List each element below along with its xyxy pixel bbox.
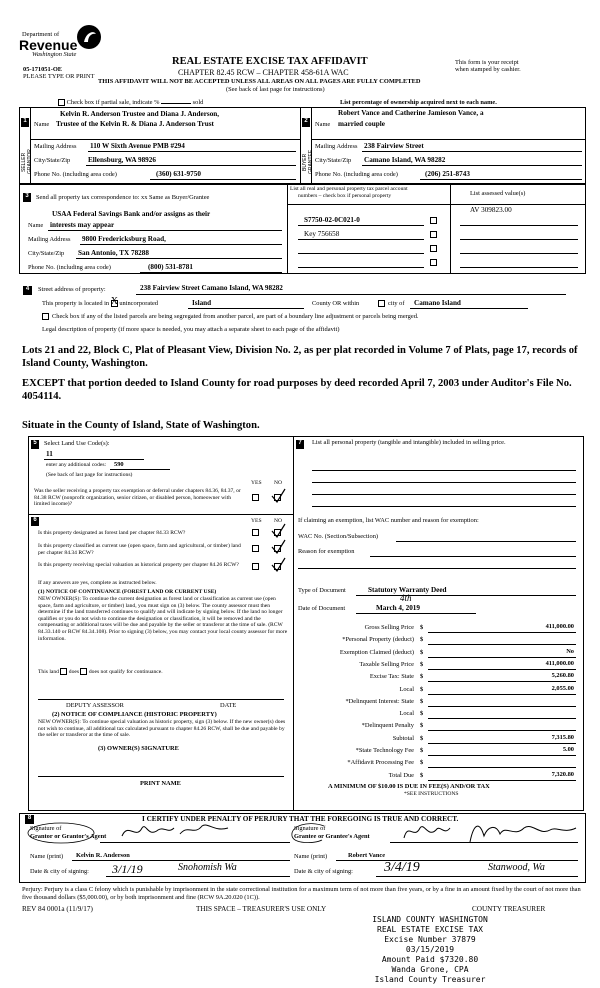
exemption-question: Was the seller receiving a property tax exemption or deferral under chapters 84.36, 84.37, or 84.38 RCW (nonprofit organization, senior citizen, or disabled person, homeowner with limited income)? [34,488,241,507]
tax-row-value: 7,315.80 [551,734,574,741]
county-treasurer-label: COUNTY TREASURER [472,905,546,913]
buyer-name-label: Name [315,121,331,128]
seller-city: Ellensburg, WA 98926 [88,156,156,164]
corr-name-line2: interests may appear [50,221,115,229]
stamp-line6: Wanda Grone, CPA [391,965,469,974]
city-checkbox[interactable] [378,300,385,307]
agency-line2: Revenue [19,37,78,53]
doc-type-label: Type of Document [298,587,346,594]
notice2-text: NEW OWNER(S): To continue special valuation as historic property, sign (3) below. If the new owner(s) does not wish to continue, all additional tax calculated pursuant to chapter 84.26 RCW, shall be due and payable by the seller or transferor at the time of sale. [38,719,286,739]
tax-row-label: Subtotal [392,735,414,742]
tax-row-dollar: $ [420,661,424,668]
personal-property-label: List all personal property (tangible and intangible) included in selling price. [312,439,506,446]
corr-phone: (800) 531-8781 [148,263,193,271]
additional-codes-label: enter any additional codes: [46,462,107,468]
buyer-side-label: BUYER GRANTEE [302,149,314,175]
forest-q1-checkmark-icon [270,523,286,539]
land-use-yes-header: YES [251,480,262,486]
county-label: County OR within [312,300,360,307]
forest-q3-yes-checkbox[interactable] [252,563,259,570]
grantor-signature-icon [118,820,238,842]
tax-row-label: Total Due [388,772,414,779]
does-qualify-checkbox[interactable] [60,668,67,675]
seller-mail: 110 W Sixth Avenue PMB #294 [90,142,185,150]
land-use-no-header: NO [274,480,283,486]
section-2-badge: 2 [302,118,310,127]
tax-row-dollar: $ [420,710,424,717]
exemption-yes-checkbox[interactable] [252,494,259,501]
grantor-date-city-label: Date & city of signing: [30,868,89,875]
tax-row-dollar: $ [420,636,424,643]
tax-row-dollar: $ [420,735,424,742]
tax-row-dollar: $ [420,624,424,631]
legal-description-2: EXCEPT that portion deeded to Island County for road purposes by deed recorded April 7, 2003 under Auditor's File No. 4054114. [22,378,572,402]
tax-row-value: 5,260.80 [551,672,574,679]
tax-row-label: *State Technology Fee [355,747,414,754]
tax-row-label: *Delinquent Interest: State [345,698,414,705]
grantor-circle-mark-icon [26,821,96,845]
county-name: Island [192,299,212,307]
form-code: 05-171051-OE [23,66,63,73]
land-use-see-back: (See back of last page for instructions) [46,472,133,478]
grantor-sign-date: 3/1/19 [112,862,143,876]
corr-city-label: City/State/Zip [28,250,65,257]
segregation-checkbox[interactable] [42,313,49,320]
tax-row-label: Gross Selling Price [364,624,414,631]
exemption-no-checkmark-icon [270,488,286,504]
tax-row-label: *Affidavit Processing Fee [347,759,414,766]
receipt-note2: when stamped by cashier. [455,66,521,73]
doc-date: March 4, 2019 [376,604,420,612]
assessed-value: AV 309823.00 [470,206,512,214]
grantee-sign-date: 3/4/19 [384,860,420,875]
this-land-label: This land [38,668,59,675]
forest-q3: Is this property receiving special valuation as historical property per chapter 84.26 RCW? [38,562,239,568]
section-6-badge: 6 [31,517,39,526]
parcel-3-personal-checkbox[interactable] [430,245,437,252]
partial-sale-checkbox[interactable] [58,99,65,106]
forest-q2: Is this property classified as current use (open space, farm and agricultural, or timber) land per chapter 84.34 RCW? [38,543,241,556]
buyer-phone-label: Phone No. (including area code) [315,171,398,178]
tax-row-dollar: $ [420,772,424,779]
buyer-name-line2: married couple [338,120,385,128]
tax-row-dollar: $ [420,686,424,693]
partial-sold-label: sold [192,99,204,106]
buyer-phone: (206) 251-8743 [425,170,470,178]
wac-number-label: WAC No. (Section/Subsection) [298,533,379,540]
corr-city: San Antonio, TX 78288 [78,249,149,257]
tax-row-dollar: $ [420,747,424,754]
tax-row-value: No [566,648,574,655]
tax-row-value: 2,055.00 [551,685,574,692]
correspondence-label: Send all property tax correspondence to: xx Same as Buyer/Grantee [36,194,210,201]
seller-city-label: City/State/Zip [34,157,71,164]
section-8-badge: 8 [25,815,34,824]
forest-q2-checkmark-icon [270,539,286,555]
corr-mail: 9800 Fredericksburg Road, [82,235,166,243]
dor-logo-icon [76,24,102,50]
grantor-sig-label2: Grantor or Grantor's Agent [30,833,107,840]
doc-date-label: Date of Document [298,605,346,612]
stamp-line5: Amount Paid $7320.80 [381,955,479,964]
tax-row-value: 7,320.80 [551,771,574,778]
tax-row-value: 411,000.00 [545,660,574,667]
forest-q3-checkmark-icon [270,557,286,573]
seller-name-line1: Kelvin R. Anderson Trustee and Diana J. Anderson, [60,110,220,118]
buyer-city: Camano Island, WA 98282 [364,156,446,164]
additional-code: 590 [114,461,124,468]
exemption-reason-label: Reason for exemption [298,548,355,555]
parcel-1-personal-checkbox[interactable] [430,217,437,224]
parcel-number: S7750-02-0C021-0 [304,216,360,224]
buyer-name-line1: Robert Vance and Catherine Jamieson Vance, a [338,109,484,117]
ownership-note: List percentage of ownership acquired next to each name. [340,99,497,106]
land-use-code: 11 [46,450,53,458]
tax-row-dollar: $ [420,759,424,766]
if-yes-note: If any answers are yes, complete as instructed below. [38,580,157,586]
does-not-qualify-checkbox[interactable] [80,668,87,675]
continuance-row [38,668,163,675]
accounts-header1: List all real and personal property tax parcel account [290,186,408,192]
tax-row-value: 411,000.00 [545,623,574,630]
buyer-city-label: City/State/Zip [315,157,352,164]
unincorporated-checkbox[interactable]: X [110,296,118,308]
stamp-line1: ISLAND COUNTY WASHINGTON [372,915,488,924]
owner-signature-label: (3) OWNER(S) SIGNATURE [98,745,179,752]
grantor-name: Kelvin R. Anderson [76,852,130,859]
forest-yes-header: YES [251,518,262,524]
legal-description-1: Lots 21 and 22, Block C, Plat of Pleasant View, Division No. 2, as per plat recorded in Volume 7 of Plats, page 17, records of Island County, Washington. [22,345,578,369]
seller-phone: (360) 631-9750 [156,170,201,178]
unincorporated-label: unincorporated [119,300,158,307]
city-name: Camano Island [414,299,461,307]
section-3-badge: 3 [23,193,31,202]
partial-sale-label: Check box if partial sale, indicate % [66,99,160,106]
forest-no-header: NO [274,518,283,524]
stamp-line4: 03/15/2019 [405,945,455,954]
doc-type: Statutory Warranty Deed [368,586,447,594]
located-label: This property is located in [42,300,110,307]
warning-line: THIS AFFIDAVIT WILL NOT BE ACCEPTED UNLESS ALL AREAS ON ALL PAGES ARE FULLY COMPLETED [98,78,421,85]
segregation-label: Check box if any of the listed parcels are being segregated from another parcel, are part of a boundary line adjustment or parcels being merged. [52,313,419,320]
minimum-fee-note: A MINIMUM OF $10.00 IS DUE IN FEE(S) AND/OR TAX [328,783,490,790]
tax-row-label: Local [399,710,414,717]
partial-sale-row [58,99,203,106]
treasurer-space-label: THIS SPACE – TREASURER'S USE ONLY [196,905,327,913]
corr-name-label: Name [28,222,44,229]
grantee-sig-label1: Signature of [294,825,326,832]
located-row [42,296,158,308]
notice1-text: NEW OWNER(S): To continue the current designation as forest land or classification as current use (open space, farm and agriculture, or timber) land, you must sign on (3) below. The county assessor must then determine if the land transferred continues to qualify and will indicate by signing below. If the land no longer qualifies or you do not wish to continue the designation or classification, it will be removed and the compensating or additional taxes will be due and payable by the seller or transferor at the time of sale. (RCW 84.33.140 or RCW 84.34.108). Prior to signing (3) below, you may contact your local county assessor for more information. [38,596,288,642]
parcel-key: Key 756658 [304,230,340,238]
grantee-sig-label2: Grantee or Grantee's Agent [294,833,370,840]
see-instructions-note: *SEE INSTRUCTIONS [404,791,459,797]
seller-phone-label: Phone No. (including area code) [34,171,117,178]
section-4-badge: 4 [23,286,32,295]
grantor-sign-city: Snohomish Wa [178,862,237,873]
tax-row-label: Taxable Selling Price [359,661,414,668]
revision-code: REV 84 0001a (11/9/17) [22,905,93,913]
does-label: does [68,668,80,675]
seller-name-line2: Trustee of the Kelvin R. & Diana J. Anderson Trust [56,120,214,128]
perjury-note: Perjury: Perjury is a class C felony which is punishable by imprisonment in the state correctional institution for a maximum term of not more than five years, or by a fine in an amount fixed by the court of not more than five thousand dollars ($5,000.00), or by both imprisonment and fine (RCW 9A.20.020 (1C)). [22,886,581,901]
tax-row-value: 5.00 [562,746,574,753]
assessor-date-label: DATE [220,702,237,709]
forest-q1-yes-checkbox[interactable] [252,529,259,536]
forest-q1: Is this property designated as forest land per chapter 84.33 RCW? [38,530,186,536]
tax-row-label: *Delinquent Penalty [361,722,414,729]
grantee-sign-city: Stanwood, Wa [488,862,545,873]
street-address: 238 Fairview Street Camano Island, WA 98282 [140,284,283,292]
seller-mail-label: Mailing Address [34,143,77,150]
print-note: PLEASE TYPE OR PRINT [23,73,95,80]
grantee-name: Robert Vance [348,852,386,859]
tax-row-label: Local [399,686,414,693]
stamp-line2: REAL ESTATE EXCISE TAX [377,925,483,934]
see-back-note: (See back of last page for instructions) [226,86,325,93]
grantor-name-label: Name (print) [30,853,64,860]
legal-description-3: Situate in the County of Island, State of Washington. [22,420,260,431]
stamp-line3: Excise Number 37879 [384,935,476,944]
agency-line1: Department of [22,31,60,38]
section-7-badge: 7 [296,440,304,449]
corr-name-line1: USAA Federal Savings Bank and/or assigns as their [52,210,211,218]
tax-row-label: *Personal Property (deduct) [342,636,414,643]
city-of-label: city of [388,300,405,307]
section-5-badge: 5 [31,440,39,449]
corr-phone-label: Phone No. (including area code) [28,264,111,271]
forest-q2-yes-checkbox[interactable] [252,545,259,552]
tax-row-dollar: $ [420,722,424,729]
buyer-mail: 238 Fairview Street [364,142,424,150]
accounts-header2: numbers – check box if personal property [298,193,392,199]
doc-date-handwritten: 4th [400,593,412,603]
deputy-assessor-label: DEPUTY ASSESSOR [66,702,124,709]
parcel-4-personal-checkbox[interactable] [430,259,437,266]
treasurer-stamp [330,915,530,985]
seller-side-label: SELLER GRANTOR [21,149,33,175]
grantor-sig-label1: Signature of [30,825,62,832]
tax-row-dollar: $ [420,698,424,705]
grantee-circle-mark-icon [288,822,328,846]
exemption-wac-label: If claiming an exemption, list WAC number and reason for exemption: [298,517,479,524]
assessed-value-header: List assessed value(s) [470,190,526,197]
buyer-mail-label: Mailing Address [315,143,358,150]
section-1-badge: 1 [21,118,29,127]
tax-row-label: Exemption Claimed (deduct) [339,649,414,656]
tax-row-dollar: $ [420,649,424,656]
land-use-label: Select Land Use Code(s): [44,440,110,447]
form-title: REAL ESTATE EXCISE TAX AFFIDAVIT [172,56,368,67]
tax-row-label: Excise Tax: State [369,673,414,680]
print-name-label: PRINT NAME [140,780,181,787]
notice2-title: (2) NOTICE OF COMPLIANCE (HISTORIC PROPERTY) [52,711,217,718]
tax-row-dollar: $ [420,673,424,680]
grantee-date-city-label: Date & city of signing: [294,868,353,875]
seller-name-label: Name [34,121,50,128]
street-label: Street address of property: [38,286,106,293]
parcel-2-personal-checkbox[interactable] [430,231,437,238]
receipt-note1: This form is your receipt [455,59,519,66]
stamp-line7: Island County Treasurer [374,975,486,984]
legal-description-label: Legal description of property (if more space is needed, you may attach a separate sheet to each page of the affidavit) [42,326,340,333]
notice1-title: (1) NOTICE OF CONTINUANCE (FOREST LAND OR CURRENT USE) [38,589,217,595]
certify-statement: I CERTIFY UNDER PENALTY OF PERJURY THAT THE FOREGOING IS TRUE AND CORRECT. [142,815,459,823]
agency-line3: Washington State [32,51,77,58]
chapter-line: CHAPTER 82.45 RCW – CHAPTER 458-61A WAC [178,68,349,77]
grantee-name-label: Name (print) [294,853,328,860]
corr-mail-label: Mailing Address [28,236,71,243]
does-not-label: does not qualify for continuance. [88,668,163,675]
